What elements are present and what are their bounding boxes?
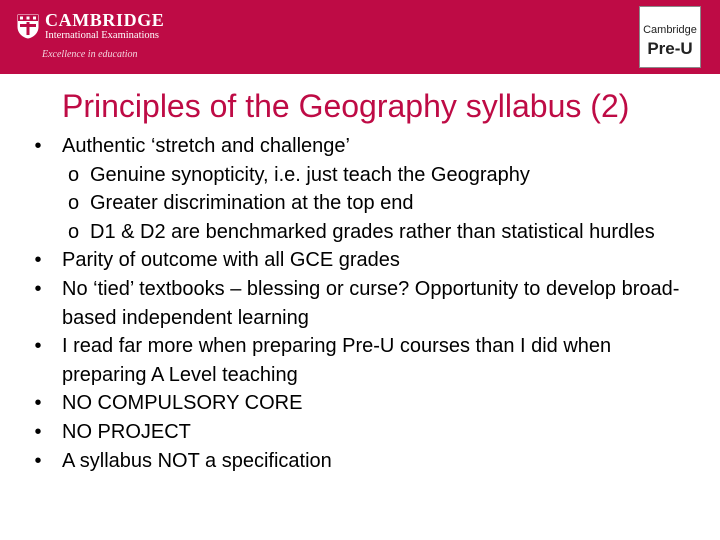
bullet-text: Genuine synopticity, i.e. just teach the Geography: [90, 163, 530, 186]
bullet-marker: •: [34, 449, 42, 472]
bullet-item: [28, 418, 698, 447]
bullet-marker: •: [34, 135, 42, 157]
sub-bullet-item: [28, 161, 698, 190]
bullet-text: I read far more when preparing Pre-U courses than I did when preparing A Level teaching: [62, 335, 612, 386]
sub-bullet-item: [28, 218, 698, 247]
pre-u-logo: [639, 6, 701, 68]
bullet-marker: •: [34, 392, 42, 415]
bullet-item: [28, 389, 698, 418]
bullet-text: Parity of outcome with all GCE grades: [62, 249, 400, 272]
bullet-list: [28, 132, 698, 475]
slide-title: Principles of the Geography syllabus (2): [62, 88, 630, 124]
bullet-text: NO PROJECT: [62, 420, 191, 443]
bullet-marker: •: [34, 420, 42, 443]
sub-bullet-marker: o: [68, 192, 80, 215]
bullet-item: [28, 332, 698, 389]
bullet-text: D1 & D2 are benchmarked grades rather than statistical hurdles: [90, 220, 655, 243]
sub-bullet-marker: o: [68, 220, 80, 243]
brand-tagline: Excellence in education: [42, 49, 138, 60]
bullet-marker: •: [34, 277, 42, 300]
bullet-text: A syllabus NOT a specification: [62, 449, 332, 472]
pre-u-logo-top: Cambridge: [643, 24, 697, 36]
header-banner: [0, 0, 720, 74]
bullet-item: [28, 275, 698, 332]
sub-bullet-item: [28, 189, 698, 218]
bullet-item: [28, 132, 698, 161]
bullet-text: NO COMPULSORY CORE: [62, 392, 303, 415]
bullet-item: [28, 447, 698, 476]
bullet-text: No ‘tied’ textbooks – blessing or curse? Opportunity to develop broad-based independent learning: [62, 277, 680, 329]
cambridge-crest-icon: [17, 14, 39, 39]
bullet-item: [28, 246, 698, 275]
bullet-text: Greater discrimination at the top end: [90, 192, 414, 215]
brand-name: CAMBRIDGE: [45, 10, 165, 30]
pre-u-logo-bottom: Pre-U: [647, 39, 693, 58]
brand-subtitle: International Examinations: [45, 30, 160, 41]
bullet-marker: •: [34, 335, 42, 358]
bullet-marker: •: [34, 249, 42, 272]
sub-bullet-marker: o: [68, 163, 80, 186]
bullet-text: Authentic ‘stretch and challenge’: [62, 135, 350, 157]
